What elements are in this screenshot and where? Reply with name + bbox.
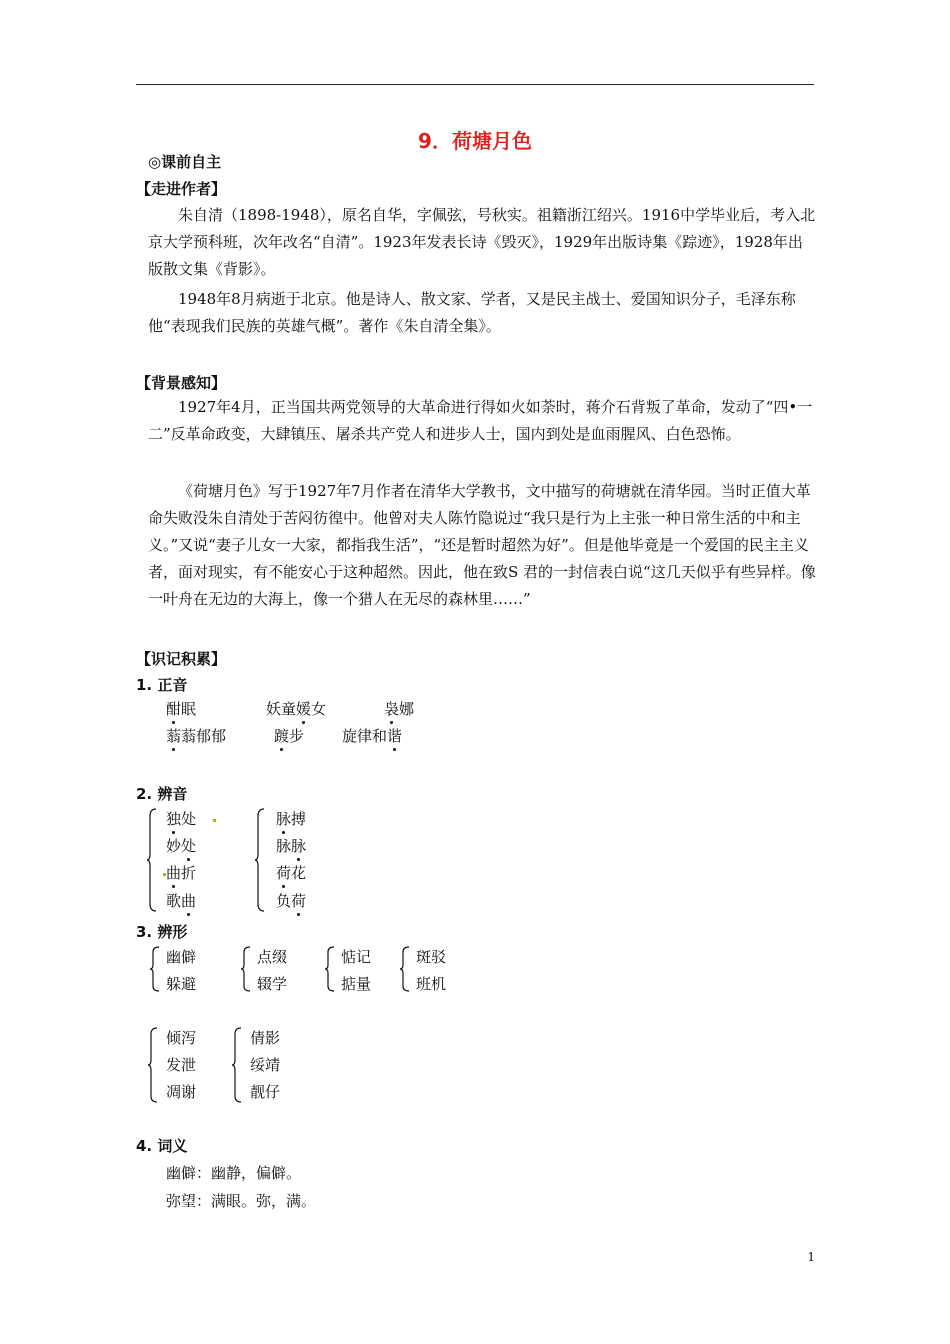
word-item: 袅娜	[384, 700, 415, 718]
word-item: 曲折	[166, 864, 197, 882]
brace-icon	[150, 946, 159, 992]
author-heading: 【走进作者】	[136, 180, 227, 198]
word-item: 靓仔	[250, 1083, 281, 1101]
word-item: 酣眠	[166, 700, 197, 718]
brace-icon	[147, 808, 156, 912]
word-item: 倩影	[250, 1029, 281, 1047]
word-item: 辍学	[257, 975, 288, 993]
brace-icon	[325, 946, 334, 992]
section-label: ◎课前自主	[148, 153, 222, 171]
tone-heading: 2. 辨音	[136, 785, 188, 803]
word-item: 荷花	[276, 864, 307, 882]
background-paragraph-1: 1927年4月，正当国共两党领导的大革命进行得如火如荼时，蒋介石背叛了革命，发动了“四•一二”反革命政变，大肆镇压、屠杀共产党人和进步人士，国内到处是血雨腥风、白色恐怖。	[148, 398, 813, 443]
brace-icon	[232, 1027, 241, 1103]
brace-icon	[255, 808, 264, 912]
word-item: 点缀	[257, 948, 288, 966]
word-item: 妖童媛女	[266, 700, 327, 718]
word-item: 独处	[166, 810, 197, 828]
pronunciation-heading: 1. 正音	[136, 676, 188, 694]
shape-heading: 3. 辨形	[136, 923, 188, 941]
word-item: 躲避	[166, 975, 197, 993]
brace-icon	[400, 946, 409, 992]
word-item: 绥靖	[250, 1056, 281, 1074]
header-rule	[136, 84, 814, 85]
word-item: 踱步	[274, 727, 305, 745]
word-item: 班机	[416, 975, 447, 993]
page-number: 1	[807, 1250, 815, 1264]
word-item: 幽僻	[166, 948, 197, 966]
word-item: 脉脉	[276, 837, 307, 855]
word-item: 歌曲	[166, 892, 197, 910]
brace-icon	[148, 1027, 157, 1103]
word-item: 倾泻	[166, 1029, 197, 1047]
word-item: 凋谢	[166, 1083, 197, 1101]
yellow-mark	[163, 873, 166, 876]
meaning-line: 幽僻：幽静，偏僻。	[166, 1164, 302, 1182]
word-item: 蓊蓊郁郁	[166, 727, 227, 745]
brace-icon	[241, 946, 250, 992]
meaning-line: 弥望：满眼。弥，满。	[166, 1192, 317, 1210]
meaning-heading: 4. 词义	[136, 1137, 188, 1155]
word-item: 旋律和谐	[342, 727, 403, 745]
word-item: 掂量	[341, 975, 372, 993]
word-item: 负荷	[276, 892, 307, 910]
background-paragraph-2: 《荷塘月色》写于1927年7月作者在清华大学教书，文中描写的荷塘就在清华园。当时正值大革命失败没朱自清处于苦闷彷徨中。他曾对夫人陈竹隐说过“我只是行为上主张一种日常生活的中和主义。”又说“妻子儿女一大家，都指我生活”，“还是暂时超然为好”。但是他毕竟是一个爱国的民主主义者，面对现实，有不能安心于这种超然。因此，他在致S 君的一封信表白说“这几天似乎有些异样。像一叶舟在无边的大海上，像一个猎人在无尽的森林里……”	[148, 482, 816, 608]
background-heading: 【背景感知】	[136, 374, 227, 392]
word-item: 斑驳	[416, 948, 447, 966]
word-item: 脉搏	[276, 810, 307, 828]
author-paragraph-2: 1948年8月病逝于北京。他是诗人、散文家、学者，又是民主战士、爱国知识分子，毛泽东称他“表现我们民族的英雄气概”。著作《朱自清全集》。	[148, 290, 796, 335]
accumulate-heading: 【识记积累】	[136, 650, 227, 668]
author-paragraph-1: 朱自清（1898-1948），原名自华，字佩弦，号秋实。祖籍浙江绍兴。1916中学毕业后，考入北京大学预科班，次年改名“自清”。1923年发表长诗《毁灭》，1929年出版诗集《踪迹》，1928年出版散文集《背影》。	[148, 206, 816, 278]
page-title: 9．荷塘月色	[418, 129, 532, 153]
word-item: 发泄	[166, 1056, 197, 1074]
word-item: 惦记	[341, 948, 372, 966]
word-item: 妙处	[166, 837, 197, 855]
yellow-mark	[213, 819, 216, 822]
